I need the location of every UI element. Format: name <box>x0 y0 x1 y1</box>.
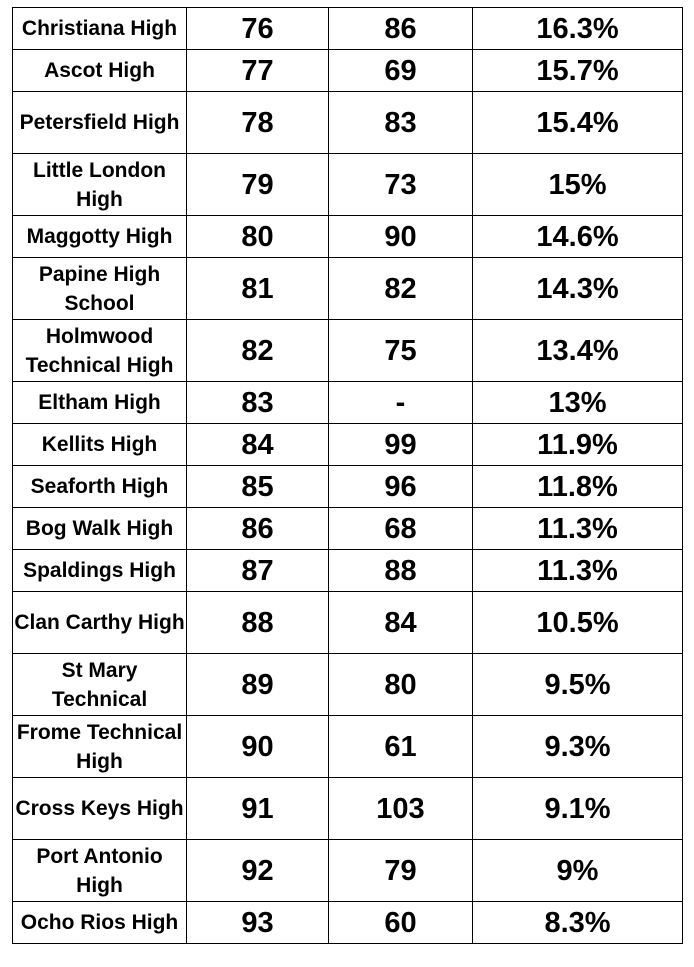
table-row <box>13 716 683 778</box>
previous-rank-cell: 68 <box>329 508 473 550</box>
school-name: Bog Walk High <box>13 508 187 550</box>
table-row <box>13 466 683 508</box>
previous-rank-cell: 103 <box>329 778 473 840</box>
rank-cell: 80 <box>187 216 329 258</box>
table-row <box>13 840 683 902</box>
percent-cell: 9% <box>473 840 683 902</box>
rank-cell: 90 <box>187 716 329 778</box>
previous-rank-cell: 79 <box>329 840 473 902</box>
previous-rank-cell: 84 <box>329 592 473 654</box>
percent-cell: 15.7% <box>473 50 683 92</box>
table-row <box>13 508 683 550</box>
school-name: Petersfield High <box>13 92 187 154</box>
school-ranking-table <box>12 7 683 944</box>
table-row <box>13 320 683 382</box>
rank-cell: 93 <box>187 902 329 944</box>
school-name: Spaldings High <box>13 550 187 592</box>
table-row <box>13 902 683 944</box>
table-row <box>13 778 683 840</box>
school-name: Seaforth High <box>13 466 187 508</box>
previous-rank-cell: 61 <box>329 716 473 778</box>
school-name: Port Antonio High <box>13 840 187 902</box>
table-row <box>13 8 683 50</box>
rank-cell: 92 <box>187 840 329 902</box>
rank-cell: 91 <box>187 778 329 840</box>
previous-rank-cell: 99 <box>329 424 473 466</box>
previous-rank-cell: 69 <box>329 50 473 92</box>
table-row <box>13 592 683 654</box>
percent-cell: 15.4% <box>473 92 683 154</box>
school-name: Little London High <box>13 154 187 216</box>
percent-cell: 11.8% <box>473 466 683 508</box>
table-row <box>13 258 683 320</box>
rank-cell: 83 <box>187 382 329 424</box>
table-row <box>13 50 683 92</box>
rank-cell: 78 <box>187 92 329 154</box>
percent-cell: 11.9% <box>473 424 683 466</box>
school-name: Ocho Rios High <box>13 902 187 944</box>
percent-cell: 15% <box>473 154 683 216</box>
previous-rank-cell: 90 <box>329 216 473 258</box>
school-name: Cross Keys High <box>13 778 187 840</box>
previous-rank-cell: 83 <box>329 92 473 154</box>
previous-rank-cell: 80 <box>329 654 473 716</box>
table-row <box>13 154 683 216</box>
rank-cell: 76 <box>187 8 329 50</box>
previous-rank-cell: 88 <box>329 550 473 592</box>
rank-cell: 86 <box>187 508 329 550</box>
table-row <box>13 92 683 154</box>
school-name: Holmwood Technical High <box>13 320 187 382</box>
rank-cell: 82 <box>187 320 329 382</box>
rank-cell: 88 <box>187 592 329 654</box>
school-name: Frome Technical High <box>13 716 187 778</box>
previous-rank-cell: - <box>329 382 473 424</box>
rank-cell: 79 <box>187 154 329 216</box>
previous-rank-cell: 82 <box>329 258 473 320</box>
rank-cell: 89 <box>187 654 329 716</box>
percent-cell: 9.5% <box>473 654 683 716</box>
percent-cell: 13% <box>473 382 683 424</box>
table-row <box>13 550 683 592</box>
school-name: Ascot High <box>13 50 187 92</box>
previous-rank-cell: 60 <box>329 902 473 944</box>
percent-cell: 8.3% <box>473 902 683 944</box>
percent-cell: 14.3% <box>473 258 683 320</box>
percent-cell: 11.3% <box>473 508 683 550</box>
table-row <box>13 216 683 258</box>
school-name: Maggotty High <box>13 216 187 258</box>
rank-cell: 81 <box>187 258 329 320</box>
previous-rank-cell: 86 <box>329 8 473 50</box>
previous-rank-cell: 96 <box>329 466 473 508</box>
school-name: St Mary Technical <box>13 654 187 716</box>
school-name: Christiana High <box>13 8 187 50</box>
school-name: Clan Carthy High <box>13 592 187 654</box>
percent-cell: 9.3% <box>473 716 683 778</box>
previous-rank-cell: 75 <box>329 320 473 382</box>
percent-cell: 10.5% <box>473 592 683 654</box>
rank-cell: 77 <box>187 50 329 92</box>
percent-cell: 16.3% <box>473 8 683 50</box>
rank-cell: 85 <box>187 466 329 508</box>
table-row <box>13 424 683 466</box>
percent-cell: 11.3% <box>473 550 683 592</box>
table-row <box>13 654 683 716</box>
table-row <box>13 382 683 424</box>
school-name: Papine High School <box>13 258 187 320</box>
rank-cell: 87 <box>187 550 329 592</box>
percent-cell: 9.1% <box>473 778 683 840</box>
school-name: Eltham High <box>13 382 187 424</box>
rank-cell: 84 <box>187 424 329 466</box>
percent-cell: 13.4% <box>473 320 683 382</box>
school-name: Kellits High <box>13 424 187 466</box>
previous-rank-cell: 73 <box>329 154 473 216</box>
percent-cell: 14.6% <box>473 216 683 258</box>
